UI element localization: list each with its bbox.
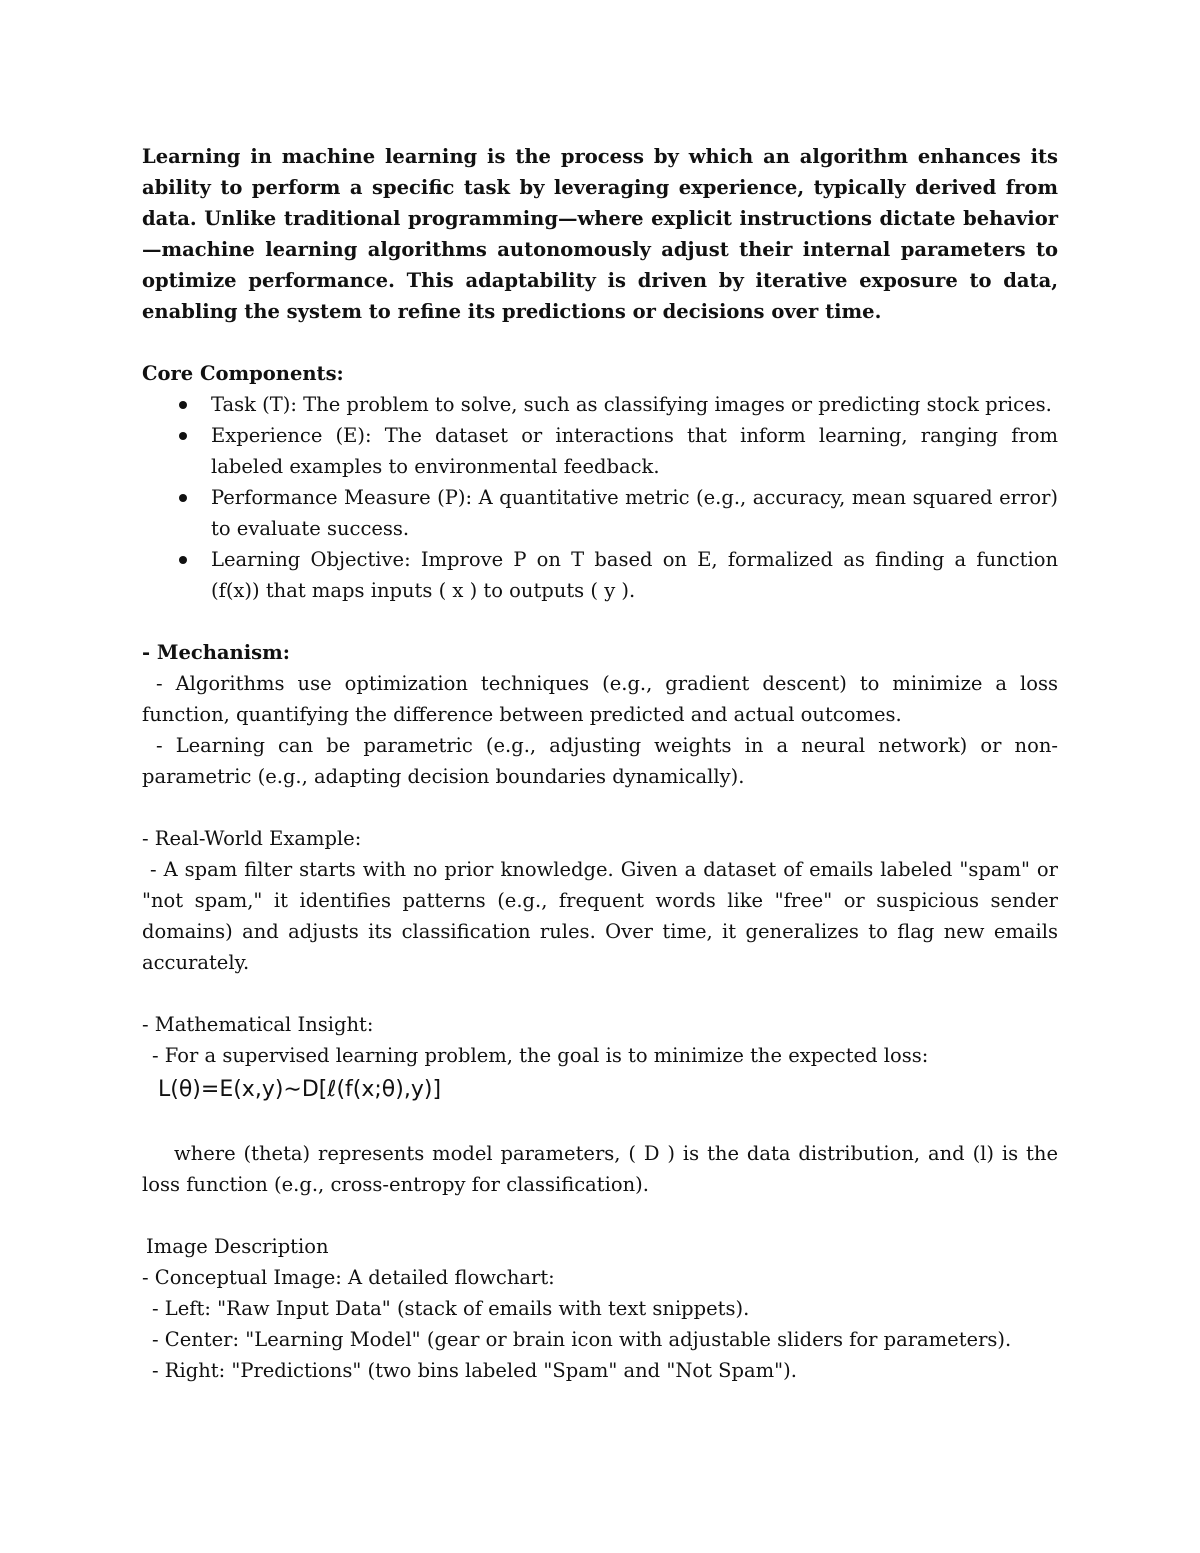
bullet-icon	[179, 494, 187, 502]
math-where-text: where (theta) represents model parameters, ( D ) is the data distribution, and (l) is the loss function (e.g., cross-entropy for classification).	[142, 1142, 1058, 1196]
example-heading: - Real-World Example:	[142, 827, 362, 850]
spacer	[142, 792, 1058, 823]
image-description-item: - Left: "Raw Input Data" (stack of emails with text snippets).	[152, 1297, 750, 1320]
example-text: - A spam filter starts with no prior knowledge. Given a dataset of emails labeled "spam" or "not spam," it identifies patterns (e.g., frequent words like "free" or suspicious sender domains) and adjusts its classification rules. Over time, it generalizes to flag new emails accurately.	[142, 858, 1058, 974]
mechanism-line: - Learning can be parametric (e.g., adjusting weights in a neural network) or non-parametric (e.g., adapting decision boundaries dynamically).	[142, 734, 1058, 788]
mechanism-heading: - Mechanism:	[142, 641, 290, 664]
image-description-item: - Right: "Predictions" (two bins labeled "Spam" and "Not Spam").	[152, 1359, 797, 1382]
image-description-item: - Center: "Learning Model" (gear or brain icon with adjustable sliders for parameters).	[152, 1328, 1012, 1351]
list-item	[142, 420, 1058, 482]
spacer	[142, 1107, 1058, 1138]
list-item-text: Learning Objective: Improve P on T based on E, formalized as finding a function (f(x)) that maps inputs ( x ) to outputs ( y ).	[211, 548, 1058, 602]
bullet-icon	[179, 556, 187, 564]
intro-paragraph: Learning in machine learning is the process by which an algorithm enhances its ability to perform a specific task by leveraging experience, typically derived from data. Unlike traditional programming—where explicit instructions dictate behavior—machine learning algorithms autonomously adjust their internal parameters to optimize performance. This adaptability is driven by iterative exposure to data, enabling the system to refine its predictions or decisions over time.	[142, 145, 1058, 323]
bullet-icon	[179, 401, 187, 409]
image-description-concept: - Conceptual Image: A detailed flowchart:	[142, 1266, 555, 1289]
mechanism-line: - Algorithms use optimization techniques (e.g., gradient descent) to minimize a loss function, quantifying the difference between predicted and actual outcomes.	[142, 672, 1058, 726]
list-item-text: Performance Measure (P): A quantitative metric (e.g., accuracy, mean squared error) to evaluate success.	[211, 486, 1058, 540]
loss-formula: L(θ)=E(x,y)∼D[ℓ(f(x;θ),y)]	[158, 1077, 442, 1102]
spacer	[142, 1200, 1058, 1231]
list-item	[142, 482, 1058, 544]
spacer	[142, 978, 1058, 1009]
list-item-text: Experience (E): The dataset or interactions that inform learning, ranging from labeled examples to environmental feedback.	[211, 424, 1058, 478]
math-line: - For a supervised learning problem, the goal is to minimize the expected loss:	[152, 1044, 929, 1067]
image-description-heading: Image Description	[146, 1235, 329, 1258]
document-page	[142, 141, 1058, 1386]
math-heading: - Mathematical Insight:	[142, 1013, 374, 1036]
list-item	[142, 544, 1058, 606]
list-item	[142, 389, 1058, 420]
core-components-list	[142, 389, 1058, 606]
bullet-icon	[179, 432, 187, 440]
core-components-heading: Core Components:	[142, 362, 344, 385]
spacer	[142, 606, 1058, 637]
list-item-text: Task (T): The problem to solve, such as classifying images or predicting stock prices.	[211, 393, 1052, 416]
spacer	[142, 327, 1058, 358]
